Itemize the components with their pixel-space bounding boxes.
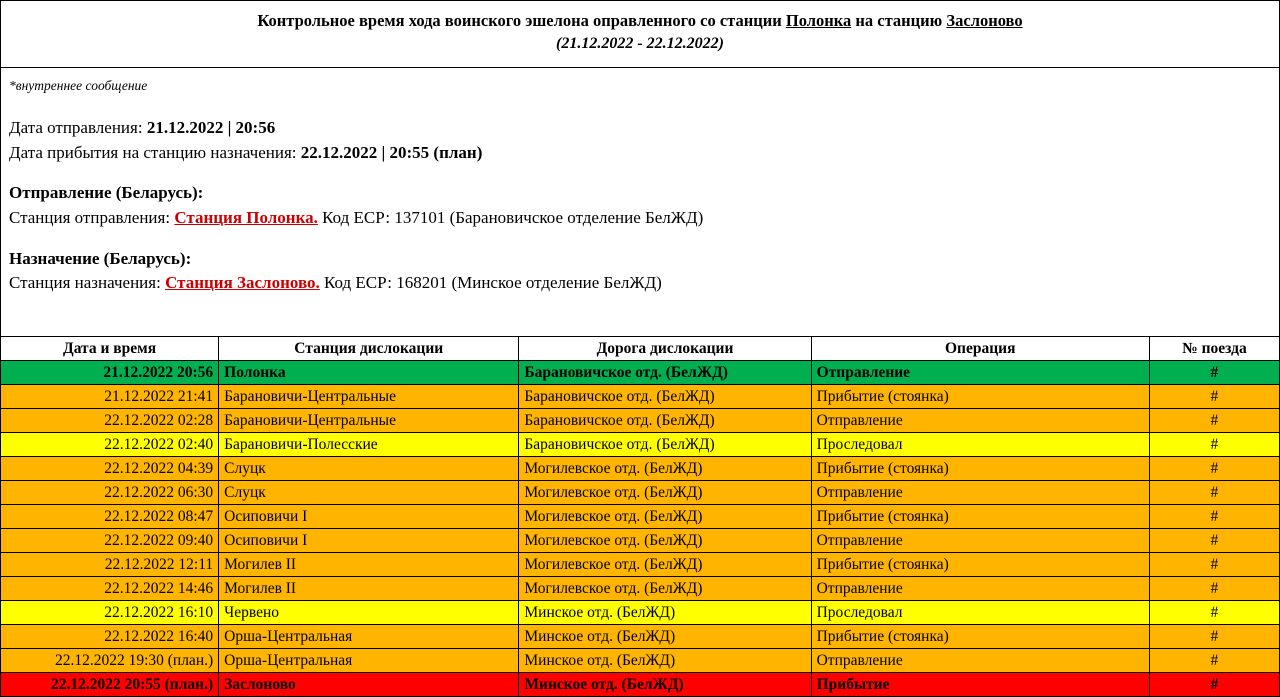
title-station-from: Полонка (785, 11, 852, 30)
cell-train: # (1149, 625, 1279, 649)
column-header-datetime: Дата и время (1, 337, 219, 361)
cell-train: # (1149, 673, 1279, 697)
table-row (1, 457, 1280, 481)
cell-road: Могилевское отд. (БелЖД) (519, 505, 811, 529)
cell-operation: Прибытие (стоянка) (811, 385, 1149, 409)
table-row (1, 625, 1280, 649)
cell-operation: Прибытие (стоянка) (811, 625, 1149, 649)
departure-datetime-line (9, 116, 1273, 141)
cell-station: Заслоново (219, 673, 519, 697)
departure-station-code: Код ЕСР: 137101 (Барановичское отделение БелЖД) (317, 207, 704, 227)
cell-road: Барановичское отд. (БелЖД) (519, 433, 811, 457)
table-row (1, 361, 1280, 385)
table-row (1, 577, 1280, 601)
table-row (1, 649, 1280, 673)
cell-operation: Отправление (811, 649, 1149, 673)
cell-train: # (1149, 409, 1279, 433)
cell-road: Могилевское отд. (БелЖД) (519, 529, 811, 553)
cell-road: Минское отд. (БелЖД) (519, 649, 811, 673)
cell-operation: Проследовал (811, 433, 1149, 457)
column-header-operation: Операция (811, 337, 1149, 361)
column-header-station: Станция дислокации (219, 337, 519, 361)
table-row (1, 385, 1280, 409)
cell-road: Барановичское отд. (БелЖД) (519, 361, 811, 385)
cell-station: Слуцк (219, 457, 519, 481)
departure-station-line (9, 206, 1273, 231)
cell-datetime: 22.12.2022 12:11 (1, 553, 219, 577)
cell-datetime: 22.12.2022 20:55 (план.) (1, 673, 219, 697)
cell-road: Минское отд. (БелЖД) (519, 673, 811, 697)
cell-station: Могилев II (219, 553, 519, 577)
cell-train: # (1149, 553, 1279, 577)
cell-operation: Прибытие (стоянка) (811, 457, 1149, 481)
cell-train: # (1149, 505, 1279, 529)
cell-station: Орша-Центральная (219, 649, 519, 673)
cell-datetime: 22.12.2022 04:39 (1, 457, 219, 481)
cell-train: # (1149, 649, 1279, 673)
cell-road: Могилевское отд. (БелЖД) (519, 553, 811, 577)
cell-train: # (1149, 361, 1279, 385)
document-header (0, 0, 1280, 68)
cell-road: Барановичское отд. (БелЖД) (519, 385, 811, 409)
cell-datetime: 22.12.2022 14:46 (1, 577, 219, 601)
cell-station: Барановичи-Центральные (219, 385, 519, 409)
departure-datetime-label: Дата отправления: (9, 118, 147, 137)
cell-operation: Прибытие (811, 673, 1149, 697)
schedule-table (0, 336, 1280, 697)
document-body (0, 68, 1280, 336)
cell-road: Могилевское отд. (БелЖД) (519, 577, 811, 601)
column-header-train: № поезда (1149, 337, 1279, 361)
cell-datetime: 22.12.2022 02:28 (1, 409, 219, 433)
cell-road: Могилевское отд. (БелЖД) (519, 481, 811, 505)
cell-operation: Отправление (811, 409, 1149, 433)
table-row (1, 409, 1280, 433)
cell-station: Орша-Центральная (219, 625, 519, 649)
destination-station-label: Станция назначения: (9, 273, 166, 293)
table-row (1, 601, 1280, 625)
table-row (1, 673, 1280, 697)
cell-road: Могилевское отд. (БелЖД) (519, 457, 811, 481)
cell-operation: Отправление (811, 577, 1149, 601)
page-title (9, 11, 1271, 32)
cell-datetime: 22.12.2022 06:30 (1, 481, 219, 505)
table-row (1, 505, 1280, 529)
cell-datetime: 22.12.2022 08:47 (1, 505, 219, 529)
cell-station: Слуцк (219, 481, 519, 505)
cell-datetime: 21.12.2022 21:41 (1, 385, 219, 409)
cell-station: Могилев II (219, 577, 519, 601)
schedule-table-body (1, 361, 1280, 697)
cell-datetime: 22.12.2022 16:40 (1, 625, 219, 649)
destination-section-title: Назначение (Беларусь): (9, 248, 192, 268)
departure-station-link[interactable]: Станция Полонка. (174, 207, 318, 227)
cell-datetime: 22.12.2022 16:10 (1, 601, 219, 625)
table-row (1, 433, 1280, 457)
title-station-to: Заслоново (946, 11, 1023, 30)
cell-station: Полонка (219, 361, 519, 385)
cell-datetime: 22.12.2022 09:40 (1, 529, 219, 553)
table-row (1, 553, 1280, 577)
table-header-row (1, 337, 1280, 361)
arrival-datetime-value: 22.12.2022 | 20:55 (план) (300, 142, 483, 162)
cell-station: Барановичи-Центральные (219, 409, 519, 433)
cell-datetime: 21.12.2022 20:56 (1, 361, 219, 385)
arrival-datetime-label: Дата прибытия на станцию назначения: (9, 142, 301, 162)
cell-road: Барановичское отд. (БелЖД) (519, 409, 811, 433)
cell-station: Осиповичи I (219, 505, 519, 529)
table-row (1, 481, 1280, 505)
cell-operation: Прибытие (стоянка) (811, 505, 1149, 529)
cell-train: # (1149, 529, 1279, 553)
cell-station: Червено (219, 601, 519, 625)
destination-station-link[interactable]: Станция Заслоново. (165, 273, 320, 293)
cell-train: # (1149, 433, 1279, 457)
arrival-datetime-line (9, 141, 1273, 166)
departure-section-title: Отправление (Беларусь): (9, 183, 204, 203)
departure-datetime-value: 21.12.2022 | 20:56 (146, 118, 276, 137)
cell-operation: Прибытие (стоянка) (811, 553, 1149, 577)
cell-datetime: 22.12.2022 19:30 (план.) (1, 649, 219, 673)
cell-operation: Проследовал (811, 601, 1149, 625)
page-subtitle: (21.12.2022 - 22.12.2022) (556, 34, 724, 52)
internal-note: *внутреннее сообщение (9, 78, 148, 93)
cell-train: # (1149, 481, 1279, 505)
cell-road: Минское отд. (БелЖД) (519, 601, 811, 625)
cell-datetime: 22.12.2022 02:40 (1, 433, 219, 457)
cell-station: Барановичи-Полесские (219, 433, 519, 457)
title-text-part2: на станцию (851, 11, 947, 30)
table-row (1, 529, 1280, 553)
cell-train: # (1149, 601, 1279, 625)
cell-station: Осиповичи I (219, 529, 519, 553)
cell-road: Минское отд. (БелЖД) (519, 625, 811, 649)
destination-station-code: Код ЕСР: 168201 (Минское отделение БелЖД) (319, 273, 662, 293)
cell-operation: Отправление (811, 481, 1149, 505)
column-header-road: Дорога дислокации (519, 337, 811, 361)
cell-train: # (1149, 577, 1279, 601)
departure-station-label: Станция отправления: (9, 207, 175, 227)
cell-operation: Отправление (811, 361, 1149, 385)
destination-station-line (9, 271, 1273, 296)
title-text-part1: Контрольное время хода воинского эшелона оправленного со станции (257, 11, 786, 30)
cell-train: # (1149, 385, 1279, 409)
cell-operation: Отправление (811, 529, 1149, 553)
cell-train: # (1149, 457, 1279, 481)
